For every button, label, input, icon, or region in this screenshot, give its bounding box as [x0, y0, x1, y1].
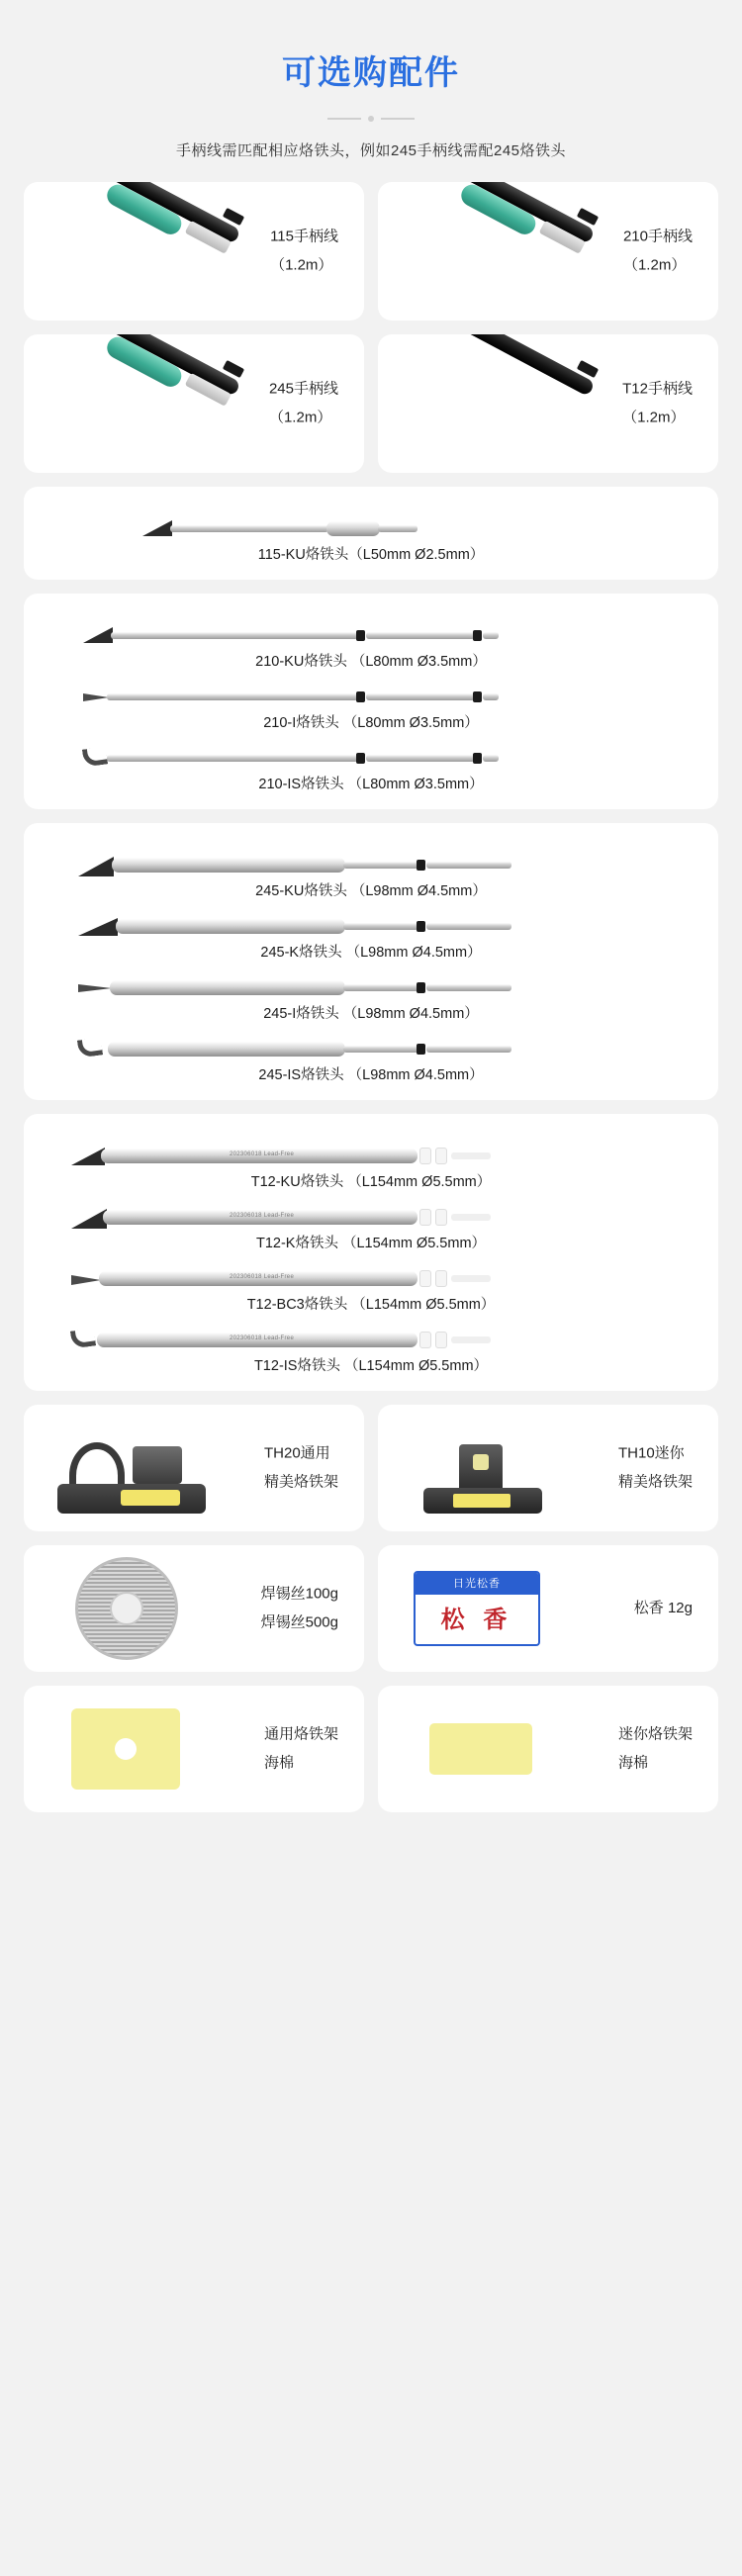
tip-caption: 210-I烙铁头 （L80mm Ø3.5mm）: [263, 715, 479, 731]
accessory-line1: TH20通用: [263, 1444, 330, 1462]
tip-caption: T12-K烙铁头 （L154mm Ø5.5mm）: [255, 1236, 487, 1251]
handle-row-2: [0, 334, 742, 473]
tip-caption: T12-IS烙铁头 （L154mm Ø5.5mm）: [253, 1358, 489, 1374]
accessory-line1: TH10迷你: [617, 1444, 685, 1462]
divider-line-right: [381, 118, 415, 120]
tip-engraving: 202306018 Lead-Free: [230, 1274, 295, 1280]
accessory-line1: 通用烙铁架: [263, 1725, 338, 1743]
tip-engraving: 202306018 Lead-Free: [230, 1335, 295, 1341]
accessory-line2: 精美烙铁架: [617, 1473, 693, 1490]
accessory-row-sponges: [0, 1686, 742, 1812]
handle-card-label: [623, 224, 693, 280]
accessory-row-stands: [0, 1405, 742, 1531]
accessory-line1: 焊锡丝100g: [260, 1585, 338, 1603]
accessory-line2: 焊锡丝500g: [260, 1613, 338, 1630]
tip-caption: 210-KU烙铁头 （L80mm Ø3.5mm）: [255, 654, 487, 670]
rosin-box-big-text: 松 香: [440, 1607, 513, 1633]
tip-245-is-icon: [78, 1035, 513, 1060]
accessory-label: [618, 1440, 693, 1497]
handle-name: 245手柄线: [268, 380, 338, 398]
tip-210-i-icon: [83, 683, 499, 708]
tip-t12-k-icon: [71, 1203, 566, 1229]
tip-row[interactable]: [24, 964, 718, 1025]
handle-card-t12[interactable]: [378, 334, 718, 473]
solder-spool-icon: [75, 1557, 178, 1660]
tip-245-k-icon: [78, 912, 513, 938]
tip-caption: T12-BC3烙铁头 （L154mm Ø5.5mm）: [246, 1297, 496, 1313]
tip-group-210: [24, 594, 718, 809]
handle-length: （1.2m）: [622, 409, 686, 425]
tip-row[interactable]: [24, 1025, 718, 1086]
tip-row[interactable]: [24, 505, 718, 566]
accessory-line2: 精美烙铁架: [263, 1473, 338, 1490]
tip-row[interactable]: [24, 841, 718, 902]
handle-card-210[interactable]: [378, 182, 718, 321]
tip-row[interactable]: [24, 902, 718, 964]
divider-dot: [368, 116, 374, 122]
accessory-label: [264, 1440, 338, 1497]
handle-card-label: [622, 376, 693, 432]
tip-210-ku-icon: [83, 621, 499, 647]
handle-icon: [40, 344, 247, 463]
tip-t12-bc3-icon: [71, 1264, 566, 1290]
tip-group-115: [24, 487, 718, 580]
accessory-label: [261, 1581, 338, 1637]
tip-245-ku-icon: [78, 851, 513, 876]
tip-row[interactable]: [24, 1316, 718, 1377]
handle-name: 115手柄线: [270, 228, 338, 245]
accessory-label: [264, 1721, 338, 1778]
handle-icon: [40, 192, 247, 311]
handle-length: （1.2m）: [268, 409, 332, 425]
handle-card-245[interactable]: [24, 334, 364, 473]
rosin-box-top-text: 日光松香: [416, 1573, 538, 1595]
tip-caption: 245-I烙铁头 （L98mm Ø4.5mm）: [263, 1006, 479, 1022]
sponge-square-icon: [71, 1708, 180, 1790]
tip-caption: 115-KU烙铁头（L50mm Ø2.5mm）: [257, 547, 485, 563]
rosin-box-icon: [414, 1571, 540, 1646]
handle-icon: [394, 344, 602, 463]
accessory-row-consumables: [0, 1545, 742, 1672]
handle-length: （1.2m）: [270, 256, 333, 273]
accessory-card-rosin[interactable]: [378, 1545, 718, 1672]
tip-245-i-icon: [78, 973, 513, 999]
handle-name: 210手柄线: [622, 228, 693, 245]
tip-caption: T12-KU烙铁头 （L154mm Ø5.5mm）: [250, 1174, 492, 1190]
accessory-line2: 海棉: [617, 1754, 648, 1771]
tip-group-245: [24, 823, 718, 1100]
stand-th20-icon: [57, 1423, 206, 1514]
accessory-card-sponge-universal[interactable]: [24, 1686, 364, 1812]
stand-th10-icon: [423, 1423, 542, 1514]
accessory-line1: 迷你烙铁架: [617, 1725, 693, 1743]
tip-engraving: 202306018 Lead-Free: [230, 1213, 295, 1219]
accessory-card-solder[interactable]: [24, 1545, 364, 1672]
accessory-card-sponge-mini[interactable]: [378, 1686, 718, 1812]
tip-engraving: 202306018 Lead-Free: [230, 1151, 295, 1157]
tip-t12-ku-icon: [71, 1142, 566, 1167]
tip-caption: 245-K烙铁头 （L98mm Ø4.5mm）: [260, 945, 482, 961]
divider-line-left: [327, 118, 361, 120]
tip-210-is-icon: [83, 744, 499, 770]
accessory-card-th20[interactable]: [24, 1405, 364, 1531]
tip-caption: 245-IS烙铁头 （L98mm Ø4.5mm）: [258, 1067, 484, 1083]
handle-card-115[interactable]: [24, 182, 364, 321]
accessory-line1: 松香 12g: [633, 1599, 693, 1616]
tip-row[interactable]: [24, 611, 718, 673]
accessory-label: [634, 1595, 693, 1623]
tip-row[interactable]: [24, 1132, 718, 1193]
handle-name: T12手柄线: [622, 380, 693, 398]
tip-caption: 245-KU烙铁头 （L98mm Ø4.5mm）: [255, 883, 487, 899]
handle-row-1: [0, 182, 742, 321]
page-title: 可选购配件: [282, 54, 460, 92]
accessory-card-th10[interactable]: [378, 1405, 718, 1531]
tip-row[interactable]: [24, 1254, 718, 1316]
tip-caption: 210-IS烙铁头 （L80mm Ø3.5mm）: [258, 777, 484, 792]
accessory-line2: 海棉: [263, 1754, 294, 1771]
tip-row[interactable]: [24, 673, 718, 734]
handle-icon: [394, 192, 602, 311]
handle-length: （1.2m）: [622, 256, 687, 273]
handle-card-label: [269, 376, 338, 432]
tip-group-t12: [24, 1114, 718, 1391]
page-subtitle: 手柄线需匹配相应烙铁头，例如245手柄线需配245烙铁头: [175, 142, 567, 159]
tip-row[interactable]: [24, 734, 718, 795]
title-divider: [0, 116, 742, 122]
tip-115-ku-icon: [142, 514, 419, 540]
accessory-label: [618, 1721, 693, 1778]
handle-card-label: [270, 224, 338, 280]
sponge-rect-icon: [429, 1723, 532, 1775]
tip-row[interactable]: [24, 1193, 718, 1254]
tip-t12-is-icon: [71, 1326, 566, 1351]
